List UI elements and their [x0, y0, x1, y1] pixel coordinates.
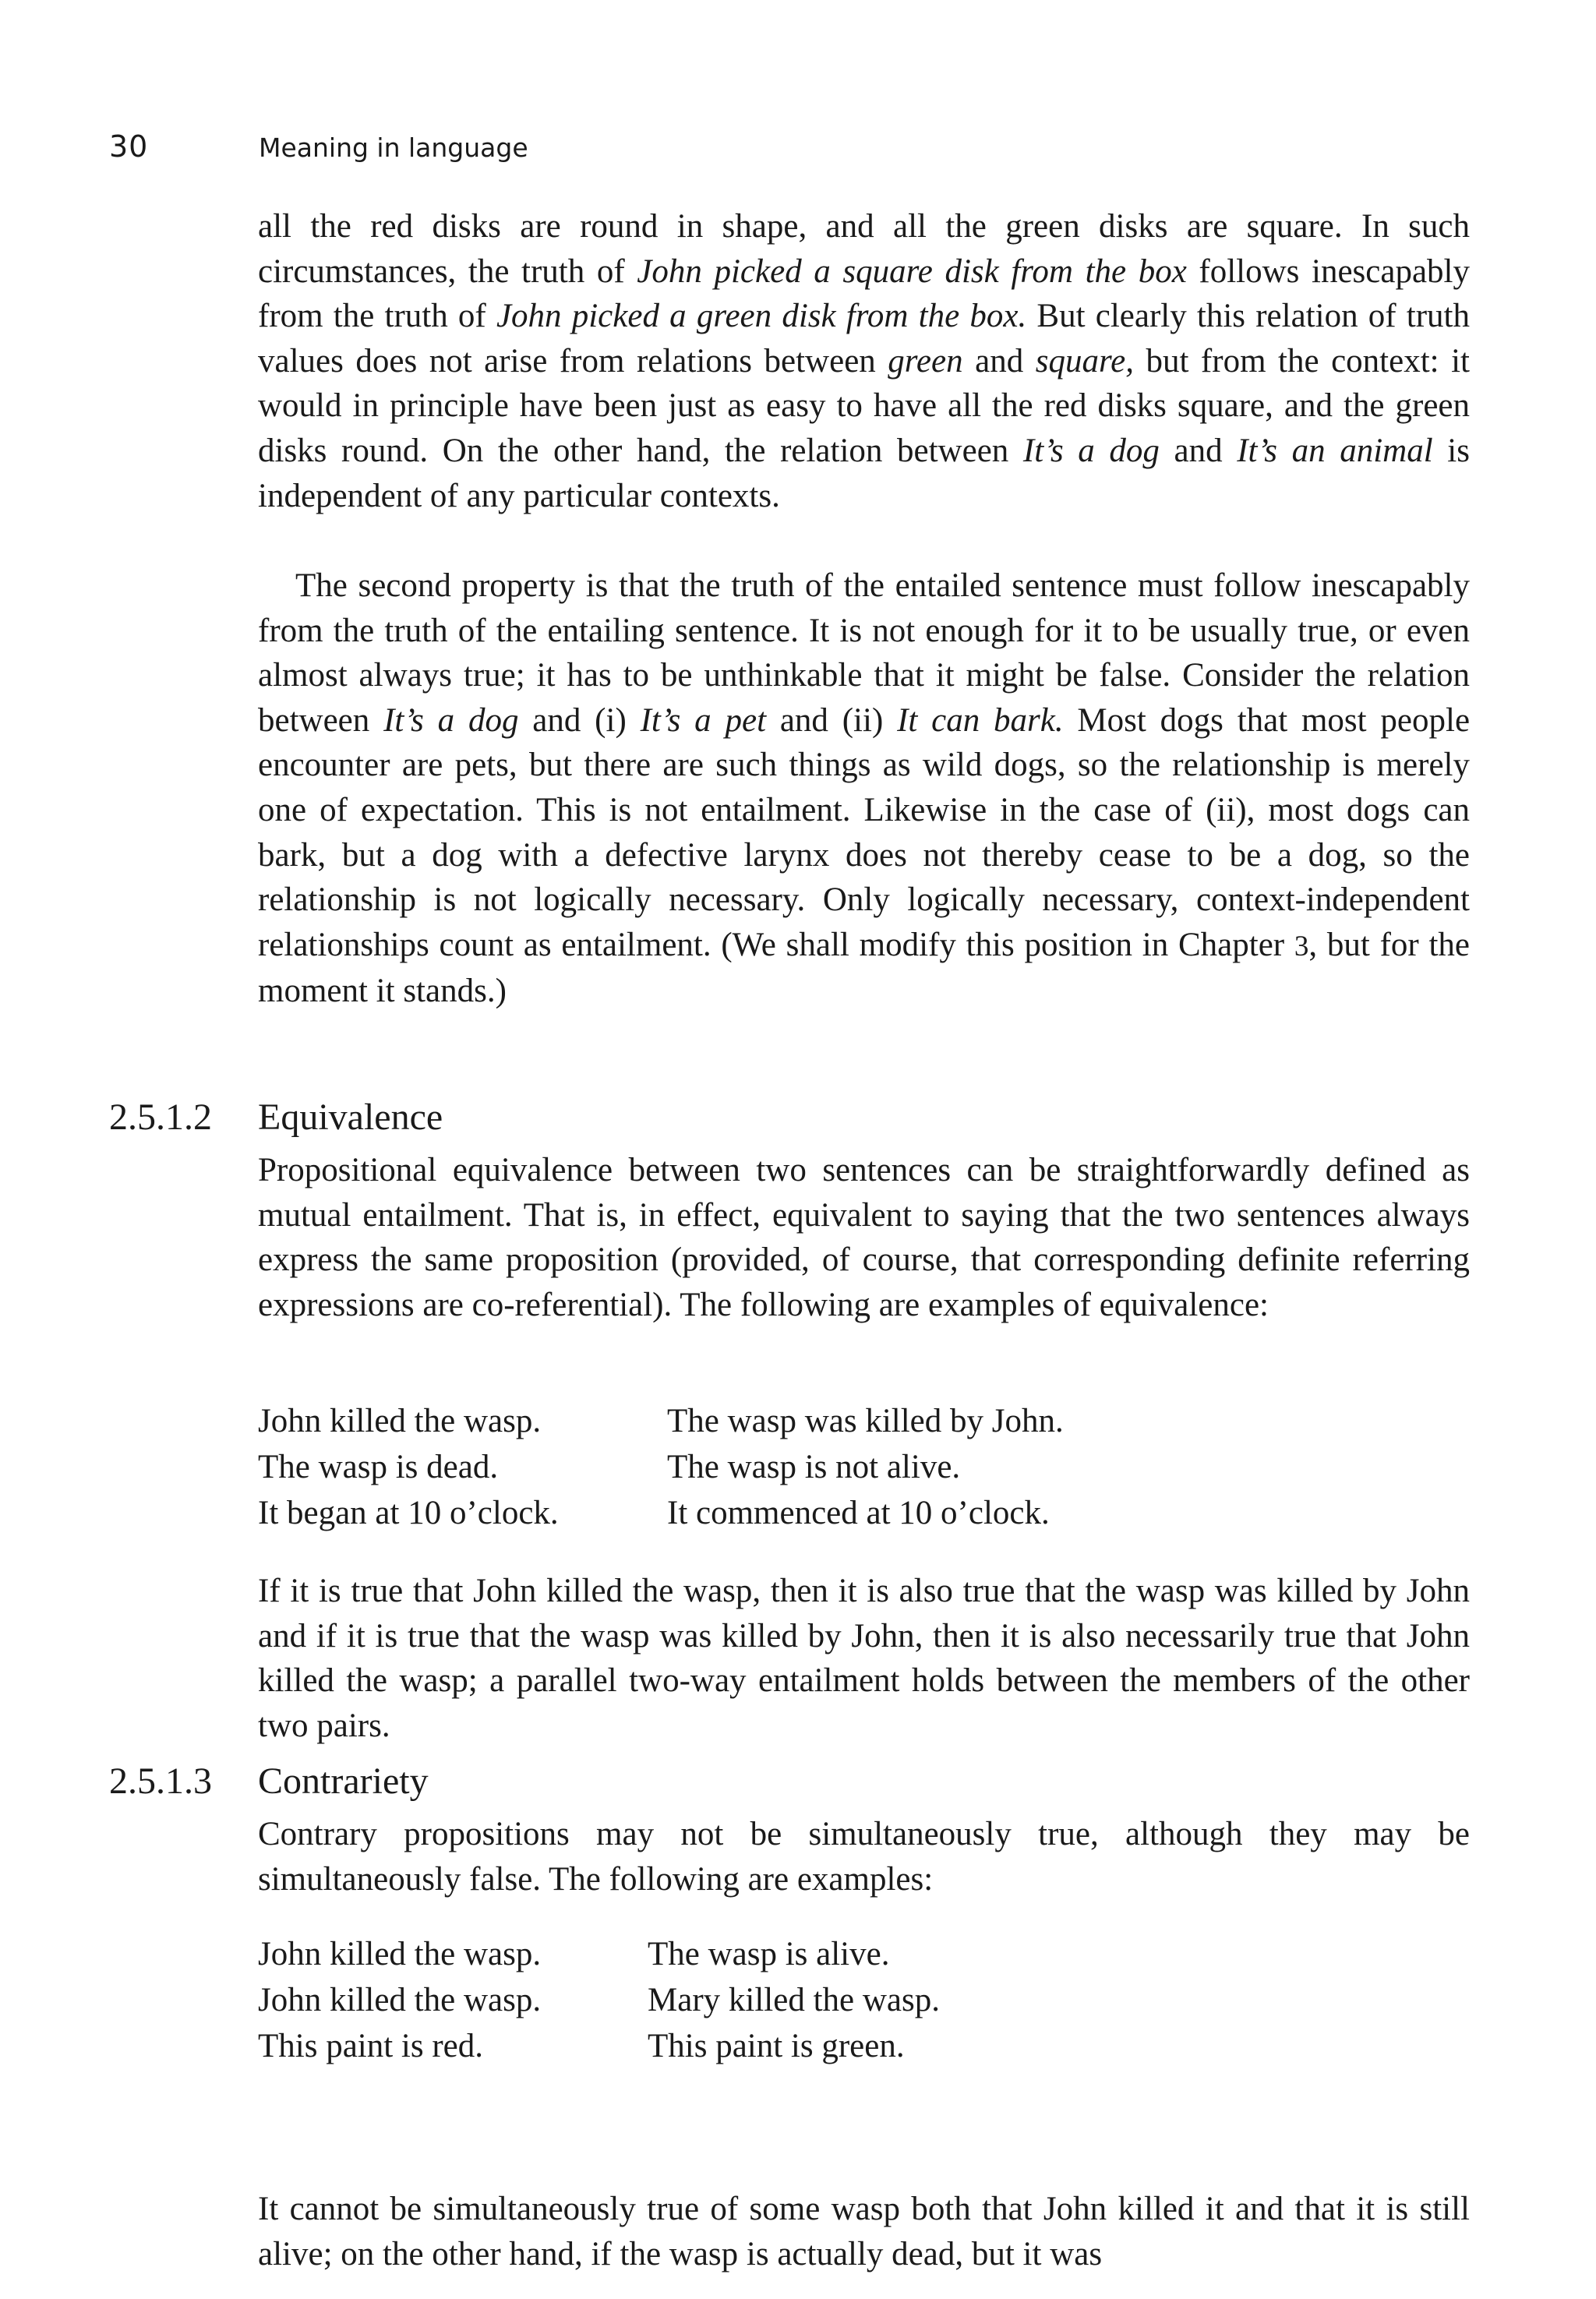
example-right: The wasp is alive.: [648, 1936, 890, 1972]
section-title: Contrariety: [258, 1760, 429, 1802]
italic-example: It’s a pet: [640, 701, 767, 739]
text-span: and (ii): [766, 701, 898, 739]
example-row: [258, 1490, 1064, 1536]
italic-example: It can bark.: [897, 701, 1064, 739]
example-left: John killed the wasp.: [258, 1403, 542, 1439]
contrariety-examples: [258, 1931, 940, 2069]
text-span: but from the context: it would in principle have been just as easy to have all the red disks square, and the green disks round. On the other hand, the relation between: [258, 342, 1470, 469]
paragraph-6: It cannot be simultaneously true of some wasp both that John killed it and that it is still alive; on the other hand, if the wasp is actually dead, but it was: [258, 2191, 1470, 2273]
example-left: This paint is red.: [258, 2028, 484, 2064]
paragraph-3: Propositional equivalence between two sentences can be straightforwardly defined as mutual entailment. That is, in effect, equivalent to saying that the two sentences always express the same proposition (provided, of course, that corresponding definite referring expressions are co-referential). The following are examples of equivalence:: [258, 1152, 1470, 1323]
example-right: The wasp is not alive.: [667, 1449, 961, 1485]
italic-example: John picked a square disk from the box: [637, 253, 1187, 290]
text-span: The second property is that the truth of the entailed sentence must follow inescapably from the truth of the entailing sentence. It is not enough for it to be usually true, or even almost always true; it has to be unthinkable that it might be false. Consider the relation between: [258, 567, 1470, 739]
italic-term: square,: [1035, 342, 1134, 380]
running-head: [0, 129, 1596, 176]
italic-example: It’s an animal: [1237, 432, 1433, 469]
text-span: , but for the moment it stands.): [258, 926, 1471, 1010]
example-row: [258, 1398, 1064, 1444]
text-span: But clearly this relation of truth values does not arise from relations between: [258, 298, 1470, 380]
example-left: It began at 10 o’clock.: [258, 1495, 559, 1531]
text-span: and: [962, 342, 1036, 380]
italic-term: green: [888, 342, 963, 380]
text-span: is independent of any particular contexts.: [258, 432, 1470, 514]
example-row: [258, 1931, 940, 1977]
section-number: 2.5.1.3: [109, 1760, 212, 1802]
italic-example: John picked a green disk from the box.: [496, 298, 1027, 335]
text-span: Most dogs that most people encounter are pets, but there are such things as wild dogs, so the relationship is merely one of expectation. This is not entailment. Likewise in the case of (ii), most dogs can bark, but a dog with a defective larynx does not thereby cease to be a dog, so the relationship is not logically necessary. Only logically necessary, context-independent relationships count as entailment. (We shall modify this position in Chapter: [258, 701, 1471, 963]
example-right: It commenced at 10 o’clock.: [667, 1495, 1050, 1531]
section-heading-equivalence: [0, 1096, 1596, 1150]
text-span: follows inescapably from the truth of: [258, 253, 1470, 335]
example-left: John killed the wasp.: [258, 1936, 542, 1972]
paragraph-2: [258, 563, 1470, 1014]
equivalence-examples: [258, 1398, 1064, 1536]
italic-example: It’s a dog: [383, 701, 519, 739]
page-number: 30: [109, 129, 149, 164]
paragraph-5: Contrary propositions may not be simultaneously true, although they may be simultaneously false. The following are examples:: [258, 1816, 1470, 1898]
text-span: all the red disks are round in shape, and all the green disks are square. In such circumstances, the truth of: [258, 208, 1470, 290]
paragraph-1: [258, 204, 1470, 518]
example-left: The wasp is dead.: [258, 1449, 499, 1485]
running-title: Meaning in language: [259, 132, 528, 163]
section-heading-contrariety: [0, 1760, 1596, 1814]
text-span: and (i): [518, 701, 641, 739]
italic-example: It’s a dog: [1022, 432, 1160, 469]
example-row: [258, 2023, 940, 2069]
paragraph-4: If it is true that John killed the wasp, then it is also true that the wasp was killed by John and if it is true that the wasp was killed by John, then it is also necessarily true that John killed the wasp; a parallel two-way entailment holds between the members of the other two pairs.: [258, 1573, 1470, 1744]
section-title: Equivalence: [258, 1097, 443, 1138]
example-row: [258, 1977, 940, 2023]
example-right: Mary killed the wasp.: [648, 1982, 940, 2018]
chapter-number: 3: [1294, 930, 1309, 962]
example-row: [258, 1444, 1064, 1490]
text-span: and: [1159, 432, 1238, 469]
section-number: 2.5.1.2: [109, 1097, 212, 1138]
example-left: John killed the wasp.: [258, 1982, 542, 2018]
example-right: The wasp was killed by John.: [667, 1403, 1064, 1439]
example-right: This paint is green.: [648, 2028, 905, 2064]
